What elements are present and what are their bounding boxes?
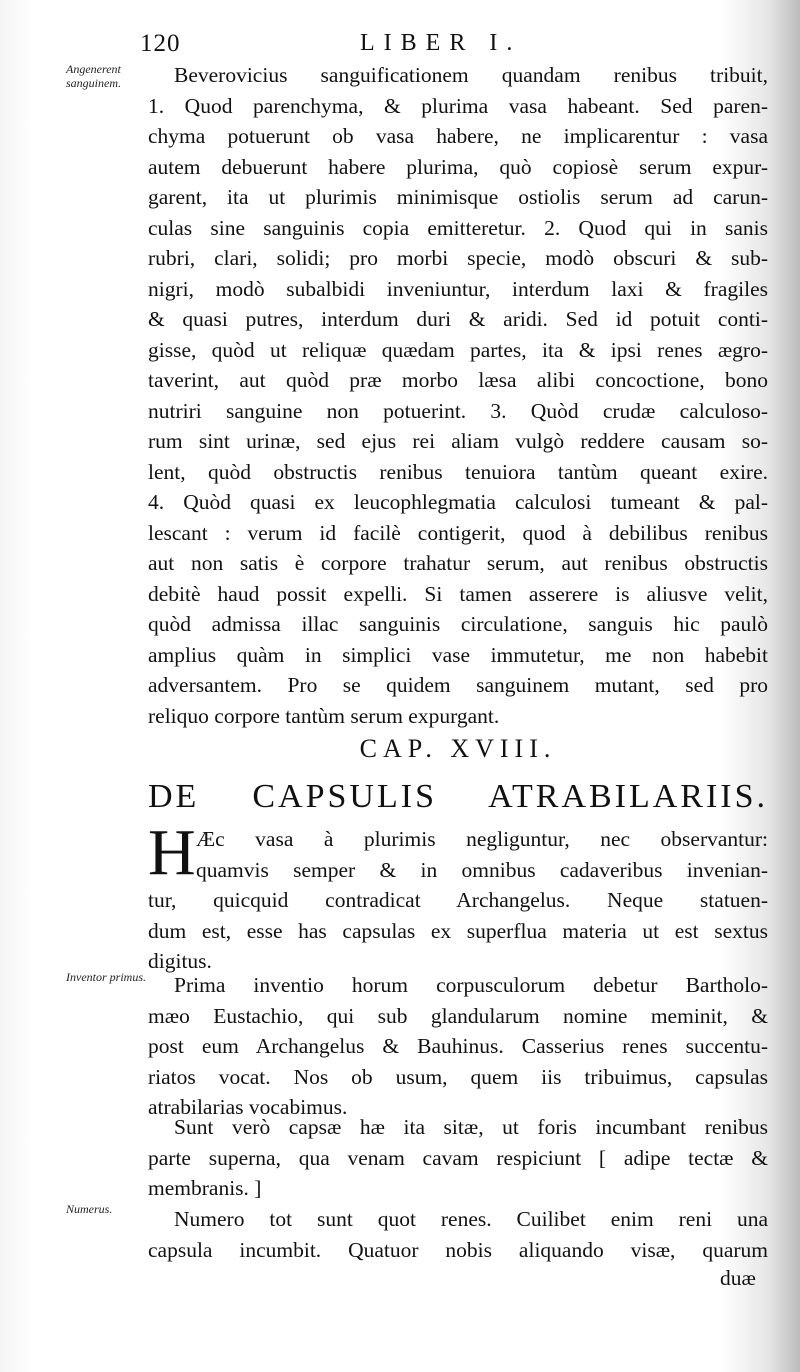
text-line: aut non satis è corpore trahatur serum, aut renibus obstructis <box>148 551 768 575</box>
text-line: adversantem. Pro se quidem sanguinem mutant, sed pro <box>148 673 768 697</box>
text-line: Numero tot sunt quot renes. Cuilibet enim reni una <box>174 1207 768 1231</box>
paragraph-capsulae <box>148 885 768 977</box>
page-number: 120 <box>140 30 181 57</box>
text-line: taverint, aut quòd præ morbo læsa alibi concoctione, bono <box>148 368 768 392</box>
text-line: quòd admissa illac sanguinis circulatione, sanguis hic paulò <box>148 612 768 636</box>
text-line: quamvis semper & in omnibus cadaveribus invenian- <box>196 857 768 882</box>
text-line: mæo Eustachio, qui sub glandularum nomine meminit, & <box>148 1003 768 1028</box>
chapter-number: CAP. XVIII. <box>359 734 557 763</box>
text-line: post eum Archangelus & Bauhinus. Casserius renes succentu- <box>148 1034 768 1058</box>
text-line: autem debuerunt habere plurima, quò copiosè serum expur- <box>148 154 768 179</box>
text-line: reliquo corpore tantùm serum expurgant. <box>148 703 500 728</box>
text-line: amplius quàm in simplici vase immutetur, me non habebit <box>148 642 768 667</box>
text-line: rubri, clari, solidi; pro morbi specie, modò obscuri & sub- <box>148 246 768 270</box>
drop-capital: H <box>148 816 196 889</box>
text-line: atrabilarias vocabimus. <box>148 1095 348 1119</box>
catchword: duæ <box>720 1266 756 1290</box>
margin-note-angenerent: Angenerent sanguinem. <box>66 62 121 90</box>
text-line: 4. Quòd quasi ex leucophlegmatia calculosi tumeant & pal- <box>148 490 768 514</box>
text-line: nigri, modò subalbidi inveniuntur, interdum laxi & fragiles <box>148 276 768 301</box>
margin-note-numerus: Numerus. <box>66 1202 113 1216</box>
paragraph-inventio <box>148 970 768 1123</box>
text-line: & quasi putres, interdum duri & aridi. Sed id potuit conti- <box>148 307 768 331</box>
text-line: rum sint urinæ, sed ejus rei aliam vulgò reddere causam so- <box>148 429 768 453</box>
text-line: parte superna, qua venam cavam respiciunt [ adipe tectæ & <box>148 1145 768 1170</box>
text-line: culas sine sanguinis copia emitteretur. 2. Quod qui in sanis <box>148 215 768 240</box>
text-line: Beverovicius sanguificationem quandam renibus tribuit, <box>174 63 768 87</box>
text-line: Æc vasa à plurimis negliguntur, nec observantur: <box>196 827 768 851</box>
text-line: Sunt verò capsæ hæ ita sitæ, ut foris incumbant renibus <box>174 1115 768 1139</box>
text-line: Prima inventio horum corpusculorum debetur Bartholo- <box>174 973 768 997</box>
text-line: debitè haud possit expelli. Si tamen asserere is aliusve velit, <box>148 581 768 606</box>
running-title: LIBER I. <box>360 30 522 56</box>
page-header <box>140 30 780 60</box>
text-line: nutriri sanguine non potuerint. 3. Quòd crudæ calculoso- <box>148 398 768 423</box>
text-line: digitus. <box>148 949 212 973</box>
margin-note-inventor: Inventor primus. <box>66 970 146 984</box>
paragraph-situs <box>148 1112 768 1204</box>
text-line: lescant : verum id facilè contigerit, quod à debilibus renibus <box>148 520 768 545</box>
paragraph-opening-lines <box>196 824 768 885</box>
text-line: 1. Quod parenchyma, & plurima vasa habeant. Sed paren- <box>148 93 768 118</box>
text-line: tur, quicquid contradicat Archangelus. Neque statuen- <box>148 888 768 912</box>
text-line: garent, ita ut plurimis minimisque ostiolis serum ad carun- <box>148 185 768 209</box>
paragraph-beverovicius <box>148 60 768 731</box>
text-line: riatos vocat. Nos ob usum, quem iis tribuimus, capsulas <box>148 1064 768 1089</box>
chapter-title: DE CAPSULIS ATRABILARIIS. <box>148 778 768 815</box>
text-line: chyma potuerunt ob vasa habere, ne implicarentur : vasa <box>148 124 768 148</box>
text-line: membranis. ] <box>148 1176 262 1200</box>
text-line: gisse, quòd ut reliquæ quædam partes, ita & ipsi renes ægro- <box>148 337 768 362</box>
text-line: capsula incumbit. Quatuor nobis aliquando visæ, quarum <box>148 1237 768 1262</box>
paragraph-numerus <box>148 1204 768 1265</box>
text-line: lent, quòd obstructis renibus tenuiora tantùm queant exire. <box>148 459 768 484</box>
text-line: dum est, esse has capsulas ex superflua materia ut est sextus <box>148 918 768 943</box>
